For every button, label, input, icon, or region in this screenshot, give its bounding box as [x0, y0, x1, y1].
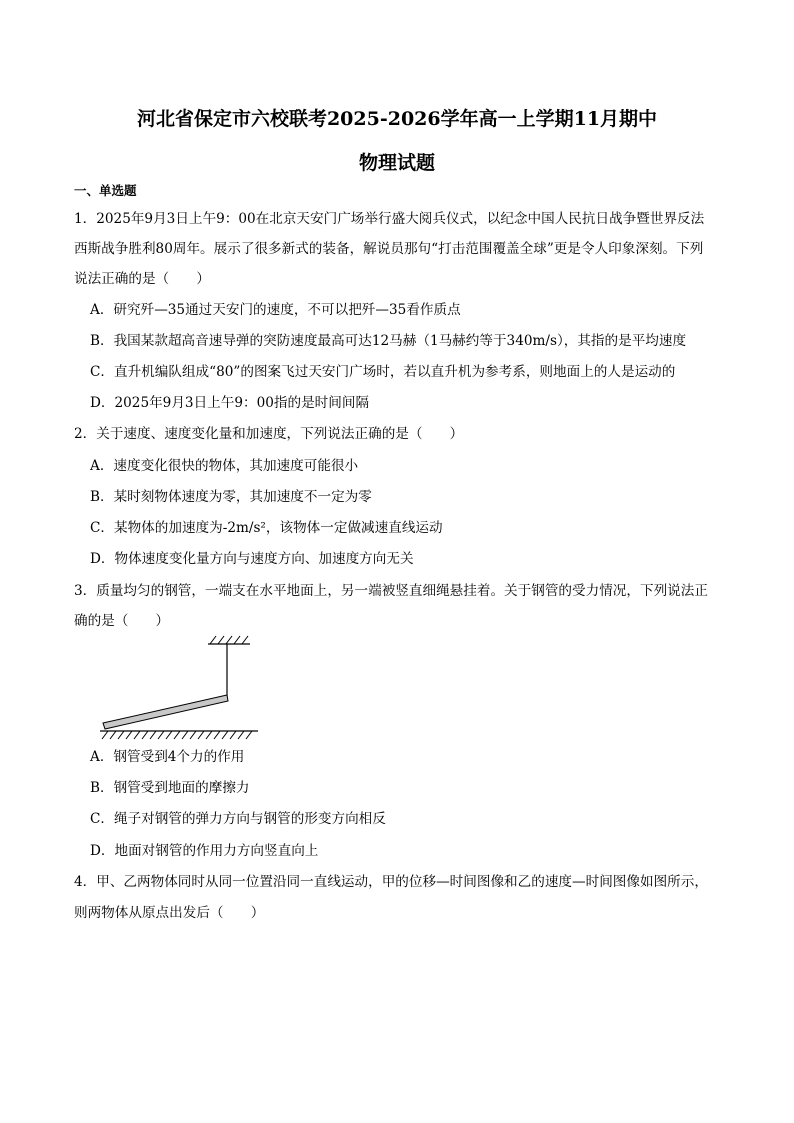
ceiling-support — [208, 636, 250, 644]
question-2-option-d: D．物体速度变化量方向与速度方向、加速度方向无关 — [90, 551, 414, 567]
question-1-line-3: 说法正确的是（ ） — [74, 271, 210, 287]
exam-title: 河北省保定市六校联考2025-2026学年高一上学期11月期中 — [136, 108, 658, 130]
question-1-line-2: 西斯战争胜利80周年。展示了很多新式的装备，解说员那句“打击范围覆盖全球”更是令人印象深刻。下列 — [74, 241, 704, 257]
steel-pipe-diagram — [98, 634, 268, 744]
question-2-option-c: C．某物体的加速度为-2m/s²，该物体一定做减速直线运动 — [90, 520, 443, 536]
question-1-line-1: 1．2025年9月3日上午9：00在北京天安门广场举行盛大阅兵仪式，以纪念中国人民抗日战争暨世界反法 — [74, 211, 705, 227]
question-1-option-b: B．我国某款超高音速导弹的突防速度最高可达12马赫（1马赫约等于340m/s），其指的是平均速度 — [90, 333, 687, 349]
question-3-option-a: A．钢管受到4个力的作用 — [90, 749, 245, 765]
question-3-option-c: C．绳子对钢管的弹力方向与钢管的形变方向相反 — [90, 811, 386, 827]
question-2-option-a: A．速度变化很快的物体，其加速度可能很小 — [90, 458, 359, 474]
section-heading: 一、单选题 — [74, 183, 137, 198]
ground — [100, 731, 258, 739]
question-3-option-b: B．钢管受到地面的摩擦力 — [90, 780, 250, 796]
question-1-option-d: D．2025年9月3日上午9：00指的是时间间隔 — [90, 395, 370, 411]
question-3-line-1: 3．质量均匀的钢管，一端支在水平地面上，另一端被竖直细绳悬挂着。关于钢管的受力情况，下列说法正 — [74, 583, 708, 599]
steel-pipe — [103, 695, 228, 729]
question-3-option-d: D．地面对钢管的作用力方向竖直向上 — [90, 843, 319, 859]
question-2-option-b: B．某时刻物体速度为零，其加速度不一定为零 — [90, 489, 372, 505]
question-4-line-2: 则两物体从原点出发后（ ） — [74, 905, 265, 921]
exam-subtitle: 物理试题 — [358, 152, 435, 174]
question-4-line-1: 4．甲、乙两物体同时从同一位置沿同一直线运动，甲的位移—时间图像和乙的速度—时间图像如图所示， — [74, 874, 708, 890]
question-1-option-a: A．研究歼—35通过天安门的速度，不可以把歼—35看作质点 — [90, 302, 461, 318]
question-1-option-c: C．直升机编队组成“80”的图案飞过天安门广场时，若以直升机为参考系，则地面上的人是运动的 — [90, 364, 676, 380]
question-3-line-2: 确的是（ ） — [74, 613, 170, 629]
question-2-line-1: 2．关于速度、速度变化量和加速度，下列说法正确的是（ ） — [74, 426, 464, 442]
